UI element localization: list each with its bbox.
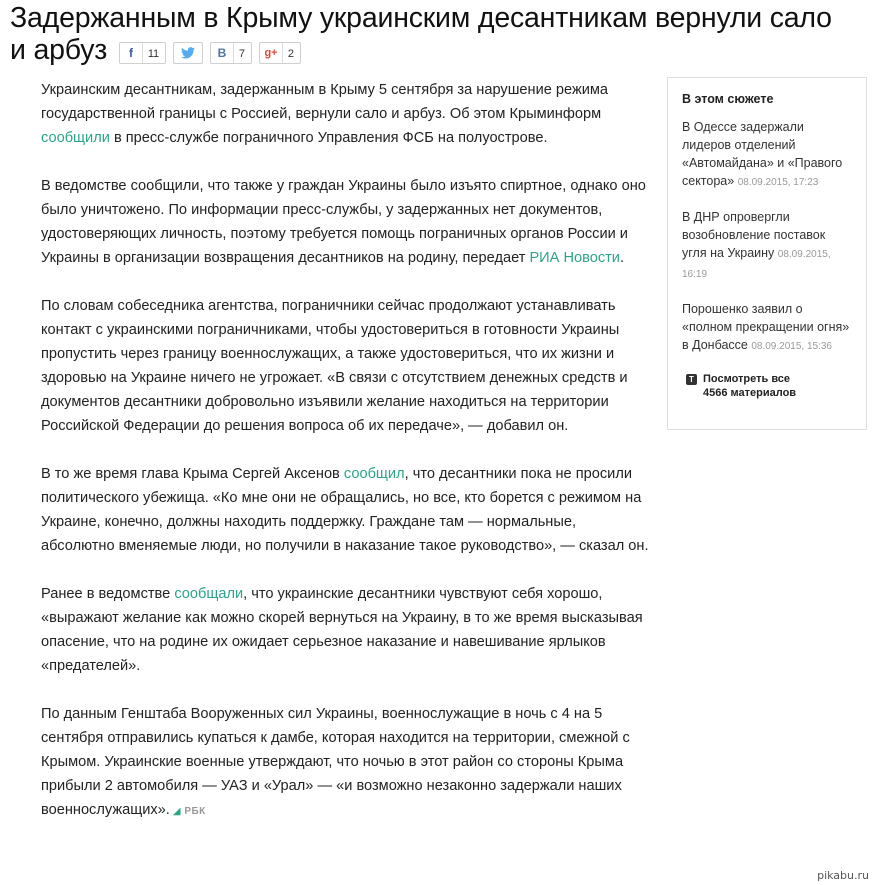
sidebar-item-date: 08.09.2015, 15:36 [751, 341, 832, 352]
paragraph-1: Украинским десантникам, задержанным в Крыму 5 сентября за нарушение режима государственной границы с Россией, вернули сало и арбуз. Об этом Крыминформ сообщили в пресс-службе пограничного Управления ФСБ на полуострове. [41, 82, 609, 146]
sidebar-item-date: 08.09.2015, 17:23 [737, 177, 819, 188]
google-plus-share-count: 2 [282, 43, 300, 63]
paragraph-4: В то же время глава Крыма Сергей Аксенов сообщил, что десантники пока не просили политического убежища. «Ко мне они не обращались, но все, кто борется с режимом на Украине, конечно, должны находить поддержку. Граждане там — нормальные, абсолютно вменяемые люди, но получили в наказание такое руководство», — сказал он. [41, 466, 649, 554]
see-all-label: Посмотреть все 4566 материалов [703, 373, 797, 399]
sidebar-item-title[interactable]: В ДНР опровергли возобновление поставок угля на Украину [682, 210, 826, 260]
facebook-share-count: 11 [142, 43, 165, 63]
article-title-text: Задержанным в Крыму украинским десантникам вернули сало и арбуз [10, 2, 832, 66]
google-plus-share-button[interactable] [259, 42, 301, 64]
see-all-materials-link[interactable] [682, 372, 852, 400]
article-body [41, 78, 653, 848]
sidebar-heading: В этом сюжете [682, 92, 774, 106]
google-plus-icon: g+ [264, 47, 278, 59]
twitter-icon [177, 43, 199, 63]
source-link-earlier[interactable]: сообщали [174, 586, 244, 602]
story-sidebar [667, 77, 867, 430]
rbk-logo-icon: ◢ [172, 806, 182, 817]
source-link-ria[interactable]: РИА Новости [529, 250, 620, 266]
vk-share-button[interactable] [210, 42, 252, 64]
share-buttons [119, 42, 301, 64]
vk-share-count: 7 [233, 43, 251, 63]
article-title [10, 2, 850, 66]
sidebar-item[interactable] [682, 300, 852, 356]
sidebar-item-title[interactable]: В Одессе задержали лидеров отделений «Автомайдана» и «Правого сектора» [682, 120, 843, 188]
paragraph-6: По данным Генштаба Вооруженных сил Украины, военнослужащие в ночь с 4 на 5 сентября отправились купаться к дамбе, которая находится на территории, смежной с Крымом. Украинские военные утверждают, что ночью в этот район со стороны Крыма прибыли 2 автомобиля — УАЗ и «Урал» — «и возможно незаконно задержали наших военнослужащих». ◢ РБК [41, 706, 630, 818]
sidebar-item[interactable] [682, 208, 852, 284]
rbk-source-mark: ◢ РБК [172, 806, 206, 817]
facebook-share-button[interactable] [119, 42, 166, 64]
sidebar-item-date: 08.09.2015, 16:19 [682, 249, 831, 280]
source-link-krym-inform[interactable]: сообщили [41, 130, 110, 146]
twitter-share-button[interactable] [173, 42, 203, 64]
paragraph-3: По словам собеседника агентства, пограничники сейчас продолжают устанавливать контакт с украинскими пограничниками, чтобы удостовериться в готовности Украины пропустить через границу военнослужащих, а также удостовериться, что их жизни и здоровью на Украине ничего не угрожает. «В связи с отсутствием денежных средств и документов десантники добровольно изъявили желание находиться на территории Российской Федерации до решения вопроса об их передаче», — добавил он. [41, 298, 628, 434]
sidebar-item-title[interactable]: Порошенко заявил о «полном прекращении огня» в Донбассе [682, 302, 850, 352]
sidebar-item[interactable] [682, 118, 852, 192]
vk-icon: В [217, 46, 227, 60]
paragraph-2: В ведомстве сообщили, что также у граждан Украины было изъято спиртное, однако оно было уничтожено. По информации пресс-службы, у задержанных нет документов, удостоверяющих личность, поэтому требуется помощь пограничных органов России и Украины в организации возвращения десантников на родину, передает РИА Новости. [41, 178, 646, 266]
paragraph-5: Ранее в ведомстве сообщали, что украинские десантники чувствуют себя хорошо, «выражают желание как можно скорей вернуться на Украину, в то же время высказывая опасение, что на родине их ожидает серьезное наказание и навешивание ярлыков «предателей». [41, 586, 643, 674]
tag-icon: T [686, 374, 697, 385]
facebook-icon: f [128, 46, 133, 60]
source-link-aksenov[interactable]: сообщил [343, 466, 405, 482]
watermark: pikabu.ru [817, 869, 869, 882]
